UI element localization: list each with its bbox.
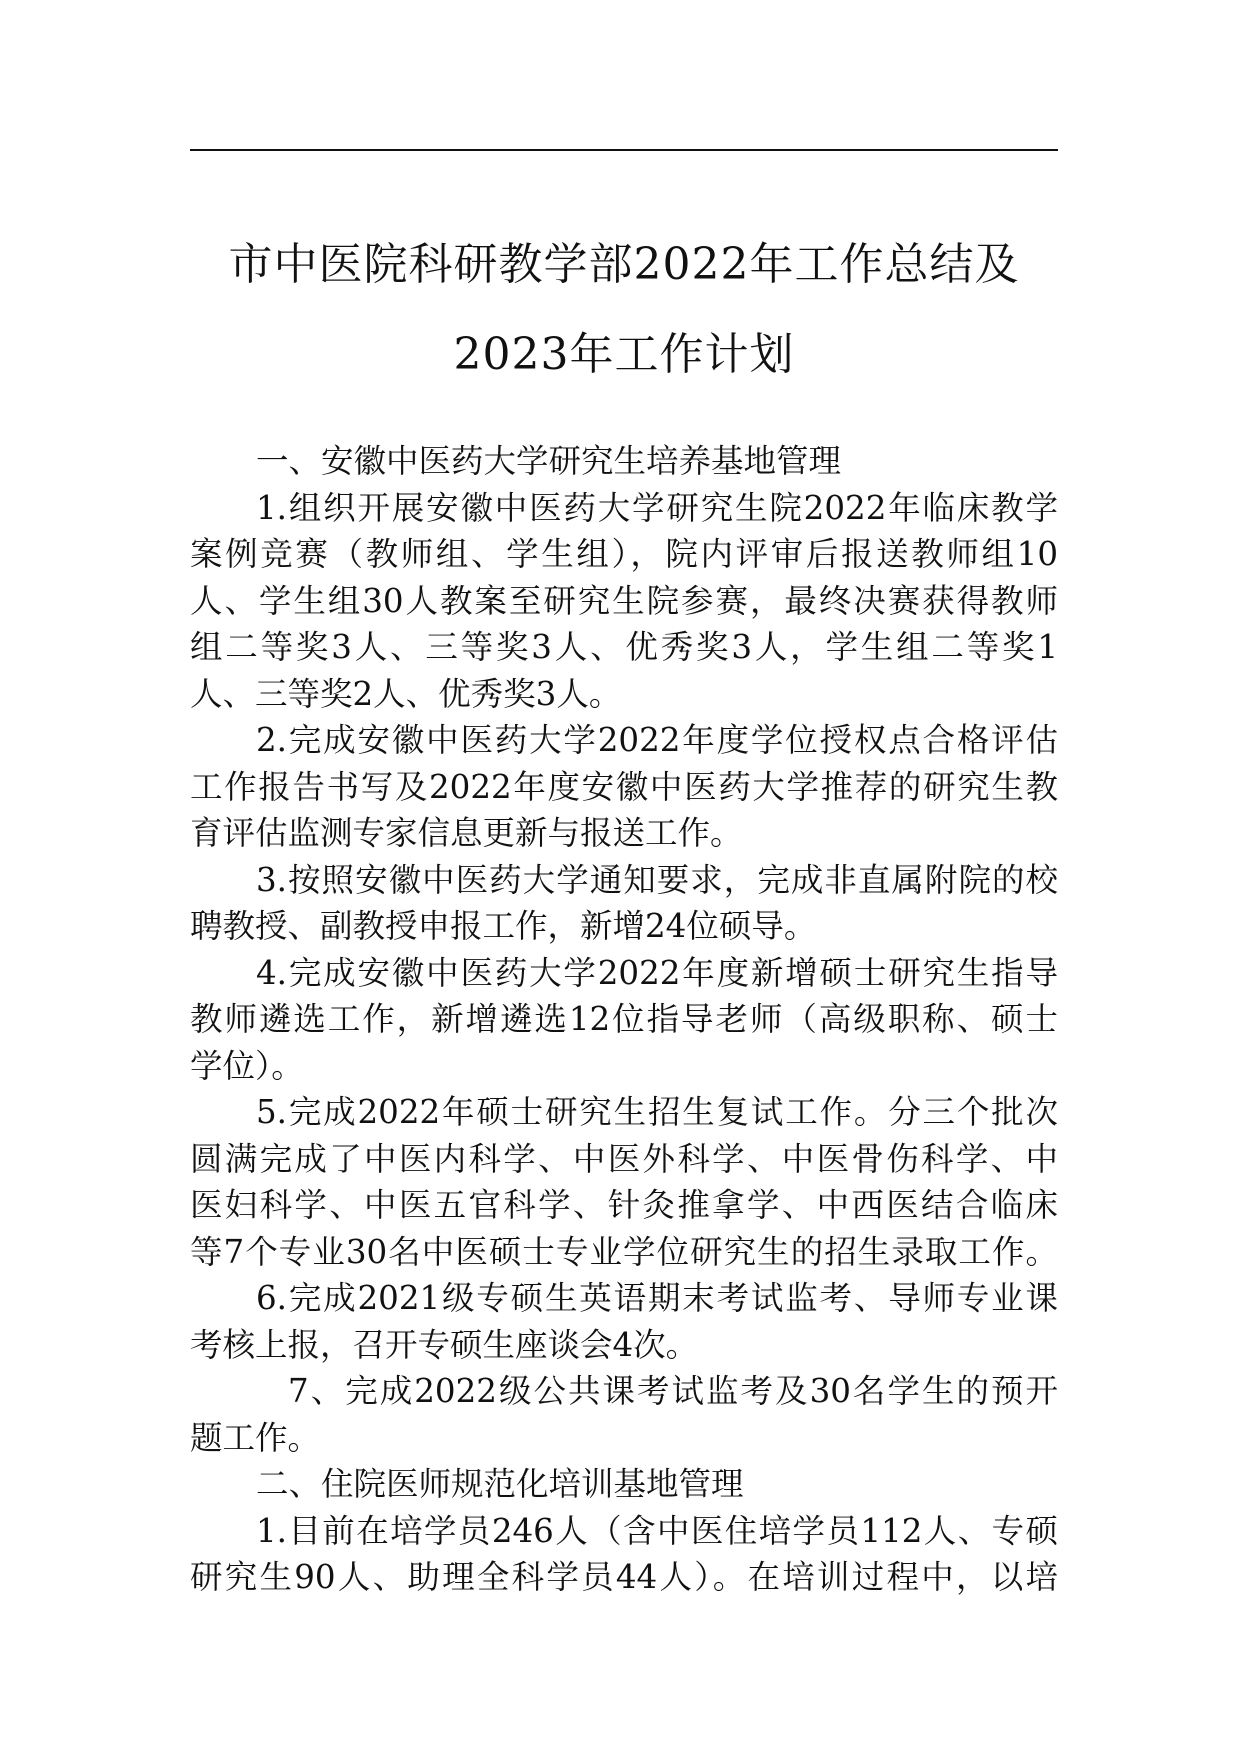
section-1-item-2 bbox=[190, 717, 1058, 857]
text-line: 人、三等奖2人、优秀奖3人。 bbox=[190, 674, 622, 713]
title-line-1: 市中医院科研教学部2022年工作总结及 bbox=[228, 239, 1020, 290]
text-line: 医妇科学、中医五官科学、针灸推拿学、中西医结合临床 bbox=[190, 1186, 1058, 1224]
text-line: 人、学生组30人教案至研究生院参赛，最终决赛获得教师 bbox=[190, 581, 1058, 620]
text-line: 工作报告书写及2022年度安徽中医药大学推荐的研究生教 bbox=[190, 767, 1058, 806]
document-title bbox=[190, 220, 1058, 400]
text-line: 教师遴选工作，新增遴选12位指导老师（高级职称、硕士 bbox=[190, 1000, 1058, 1038]
text-line: 组二等奖3人、三等奖3人、优秀奖3人，学生组二等奖1 bbox=[190, 628, 1058, 666]
text-line: 圆满完成了中医内科学、中医外科学、中医骨伤科学、中 bbox=[190, 1139, 1058, 1178]
text-line: 1.组织开展安徽中医药大学研究生院2022年临床教学 bbox=[256, 488, 1058, 527]
text-line: 等7个专业30名中医硕士专业学位研究生的招生录取工作。 bbox=[190, 1232, 1058, 1271]
section-1-item-3 bbox=[190, 857, 1058, 950]
text-line: 5.完成2022年硕士研究生招生复试工作。分三个批次 bbox=[256, 1093, 1058, 1131]
text-line: 2.完成安徽中医药大学2022年度学位授权点合格评估 bbox=[256, 721, 1058, 759]
text-line: 1.目前在培学员246人（含中医住培学员112人、专硕 bbox=[256, 1511, 1058, 1550]
document-body bbox=[190, 438, 1058, 1601]
text-line: 学位）。 bbox=[190, 1046, 304, 1085]
section-1-item-5 bbox=[190, 1089, 1058, 1275]
section-1-item-1 bbox=[190, 485, 1058, 718]
text-line: 3.按照安徽中医药大学通知要求，完成非直属附院的校 bbox=[256, 860, 1058, 899]
text-line: 6.完成2021级专硕生英语期末考试监考、导师专业课 bbox=[256, 1279, 1058, 1317]
text-line: 4.完成安徽中医药大学2022年度新增硕士研究生指导 bbox=[256, 953, 1058, 992]
header-rule bbox=[190, 149, 1058, 151]
section-1-item-4 bbox=[190, 950, 1058, 1090]
text-line: 7、完成2022级公共课考试监考及30名学生的预开 bbox=[288, 1372, 1058, 1410]
section-2-heading: 二、住院医师规范化培训基地管理 bbox=[256, 1465, 744, 1503]
section-2-item-1 bbox=[190, 1508, 1058, 1601]
text-line: 考核上报，召开专硕生座谈会4次。 bbox=[190, 1325, 699, 1364]
text-line: 育评估监测专家信息更新与报送工作。 bbox=[190, 814, 743, 852]
text-line: 研究生90人、助理全科学员44人）。在培训过程中，以培 bbox=[190, 1558, 1058, 1596]
section-1-item-6 bbox=[190, 1275, 1058, 1368]
text-line: 案例竞赛（教师组、学生组），院内评审后报送教师组10 bbox=[190, 535, 1058, 573]
text-line: 聘教授、副教授申报工作，新增24位硕导。 bbox=[190, 907, 817, 945]
section-1-item-7 bbox=[190, 1368, 1058, 1461]
title-line-2: 2023年工作计划 bbox=[453, 329, 795, 380]
text-line: 题工作。 bbox=[190, 1418, 321, 1457]
section-1-heading: 一、安徽中医药大学研究生培养基地管理 bbox=[256, 442, 842, 480]
